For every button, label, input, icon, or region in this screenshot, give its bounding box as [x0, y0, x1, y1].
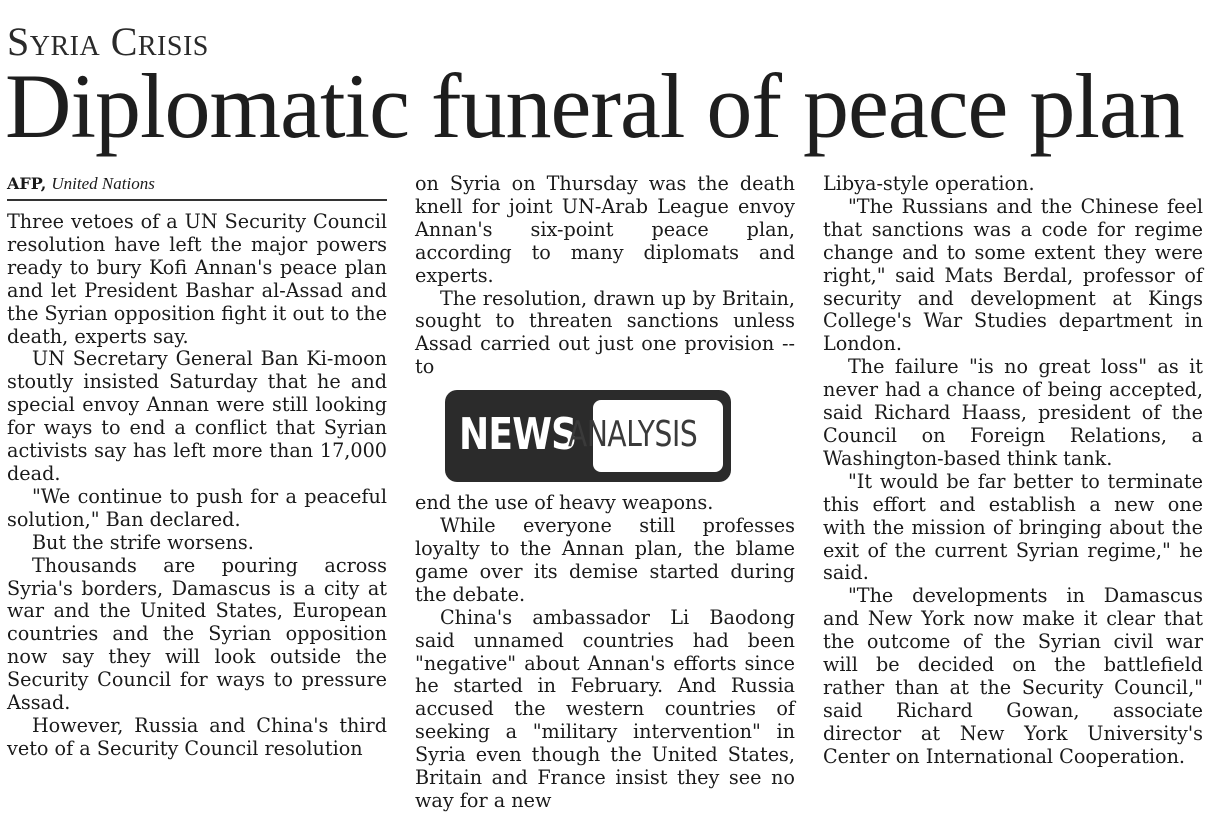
- paragraph: UN Secretary General Ban Ki-moon stoutly insisted Saturday that he and special envoy Annan were still looking for ways to end a conflict that Syrian activists say has left more than 17,000 dead.: [7, 347, 387, 485]
- section-kicker: Syria Crisis: [7, 19, 209, 64]
- byline: [7, 173, 387, 201]
- paragraph: Libya-style operation.: [823, 172, 1035, 195]
- badge-analysis-label: ANALYSIS: [568, 414, 698, 456]
- paragraph: on Syria on Thursday was the death knell for joint UN-Arab League envoy Annan's six-point peace plan, according to many diplomats and experts.: [415, 172, 795, 287]
- paragraph: The failure "is no great loss" as it never had a chance of being accepted, said Richard Haass, president of the Council on Foreign Relations, a Washington-based think tank.: [823, 355, 1203, 470]
- badge-news-label: NEWS: [459, 409, 577, 461]
- paragraph: China's ambassador Li Baodong said unnamed countries had been "negative" about Annan's efforts since he started in February. And Russia accused the western countries of seeking a "military intervention" in Syria even though the United States, Britain and France insist they see no way for a new: [415, 605, 795, 812]
- paragraph: While everyone still professes loyalty to the Annan plan, the blame game over its demise started during the debate.: [415, 514, 795, 606]
- article-headline: Diplomatic funeral of peace plan: [5, 55, 1184, 157]
- article-column-1: [7, 173, 387, 761]
- paragraph: But the strife worsens.: [31, 530, 254, 554]
- paragraph: Three vetoes of a UN Security Council resolution have left the major powers ready to bury Kofi Annan's peace plan and let President Bashar al-Assad and the Syrian opposition fight it out to the death, experts say.: [7, 210, 387, 348]
- paragraph: "We continue to push for a peaceful solution," Ban declared.: [7, 484, 387, 531]
- article-column-2: [415, 173, 795, 813]
- byline-place: United Nations: [51, 174, 155, 193]
- news-analysis-badge-area: [415, 379, 795, 492]
- paragraph: "The Russians and the Chinese feel that sanctions was a code for regime change and to some extent they were right," said Mats Berdal, professor of security and development at Kings College's War Studies department in London.: [823, 194, 1203, 356]
- paragraph: However, Russia and China's third veto of a Security Council resolution: [7, 713, 387, 760]
- paragraph: end the use of heavy weapons.: [415, 491, 714, 515]
- news-analysis-badge: [445, 390, 731, 482]
- paragraph: "It would be far better to terminate this effort and establish a new one with the mission of bringing about the exit of the current Syrian regime," he said.: [823, 469, 1203, 585]
- byline-agency: AFP,: [7, 174, 47, 193]
- paragraph: Thousands are pouring across Syria's borders, Damascus is a city at war and the United States, European countries and the Syrian opposition now say they will look outside the Security Council for ways to pressure Assad.: [7, 553, 387, 715]
- paragraph: "The developments in Damascus and New York now make it clear that the outcome of the Syrian civil war will be decided on the battlefield rather than at the Security Council," said Richard Gowan, associate director at New York University's Center on International Cooperation.: [823, 584, 1203, 768]
- article-column-3: [823, 173, 1203, 769]
- paragraph: The resolution, drawn up by Britain, sought to threaten sanctions unless Assad carried out just one provision -- to: [415, 286, 795, 379]
